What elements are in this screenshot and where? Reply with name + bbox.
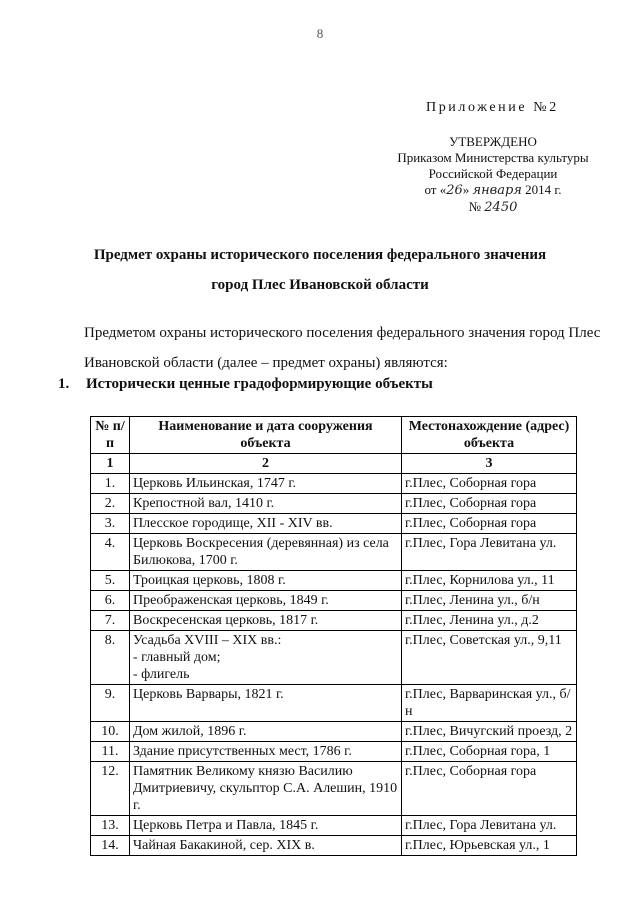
object-name: Памятник Великому князю Василию Дмитриевичу, скульптор С.А. Алешин, 1910 г. [130, 762, 402, 816]
date-prefix: от « [424, 182, 447, 197]
table-header-row [91, 417, 577, 454]
appendix-label: Приложение №2 [426, 100, 559, 115]
column-number-2: 2 [130, 454, 402, 474]
object-address: г.Плес, Ленина ул., б/н [402, 591, 577, 611]
column-number-row [91, 454, 577, 474]
approval-block [378, 134, 608, 216]
page-number: 8 [316, 26, 324, 41]
table-row [91, 836, 577, 856]
header-address: Местонахождение (адрес) объекта [402, 417, 577, 454]
approved-stamp-text: УТВЕРЖДЕНО [449, 134, 537, 149]
object-address: г.Плес, Корнилова ул., 11 [402, 571, 577, 591]
object-name: Церковь Варвары, 1821 г. [130, 685, 402, 722]
object-address: г.Плес, Соборная гора [402, 514, 577, 534]
row-number: 11. [91, 742, 130, 762]
object-address: г.Плес, Ленина ул., д.2 [402, 611, 577, 631]
object-address: г.Плес, Соборная гора [402, 762, 577, 816]
row-number: 14. [91, 836, 130, 856]
object-name: Преображенская церковь, 1849 г. [130, 591, 402, 611]
table-row [91, 685, 577, 722]
header-name: Наименование и дата сооружения объекта [130, 417, 402, 454]
approval-date-line [378, 182, 608, 199]
table-row [91, 722, 577, 742]
row-number: 13. [91, 816, 130, 836]
column-number-3: 3 [402, 454, 577, 474]
row-number: 4. [91, 534, 130, 571]
object-address: г.Плес, Гора Левитана ул. [402, 534, 577, 571]
object-name: Церковь Петра и Павла, 1845 г. [130, 816, 402, 836]
row-number: 1. [91, 474, 130, 494]
table-row [91, 631, 577, 685]
object-name: Воскресенская церковь, 1817 г. [130, 611, 402, 631]
object-address: г.Плес, Вичугский проезд, 2 [402, 722, 577, 742]
row-number: 10. [91, 722, 130, 742]
table-row [91, 611, 577, 631]
intro-paragraph: Предметом охраны исторического поселения федерального значения город Плес Ивановской области (далее – предмет охраны) являются: [84, 325, 601, 371]
table-row [91, 591, 577, 611]
object-address: г.Плес, Юрьевская ул., 1 [402, 836, 577, 856]
row-number: 12. [91, 762, 130, 816]
approval-number-line [378, 199, 608, 216]
row-number: 9. [91, 685, 130, 722]
number-prefix: № [468, 199, 482, 214]
object-name: Чайная Бакакиной, сер. XIX в. [130, 836, 402, 856]
column-number-1: 1 [91, 454, 130, 474]
date-year: 2014 г. [525, 182, 562, 197]
object-name: Троицкая церковь, 1808 г. [130, 571, 402, 591]
table-row [91, 571, 577, 591]
handwritten-day: 26 [446, 183, 463, 198]
document-title [0, 240, 640, 300]
object-name: Дом жилой, 1896 г. [130, 722, 402, 742]
object-name: Плесское городище, XII - XIV вв. [130, 514, 402, 534]
table-row [91, 494, 577, 514]
handwritten-month: января [472, 183, 522, 198]
object-name: Усадьба XVIII – XIX вв.: - главный дом; - флигель [130, 631, 402, 685]
table-row [91, 742, 577, 762]
approval-order-line: Приказом Министерства культуры [397, 150, 589, 165]
approval-ministry-line: Российской Федерации [428, 166, 558, 181]
object-name: Здание присутственных мест, 1786 г. [130, 742, 402, 762]
objects-table [90, 416, 577, 856]
object-name: Церковь Ильинская, 1747 г. [130, 474, 402, 494]
object-name: Крепостной вал, 1410 г. [130, 494, 402, 514]
table-row [91, 816, 577, 836]
section-heading [58, 376, 433, 393]
object-address: г.Плес, Соборная гора [402, 474, 577, 494]
object-address: г.Плес, Соборная гора [402, 494, 577, 514]
table-row [91, 474, 577, 494]
row-number: 8. [91, 631, 130, 685]
row-number: 6. [91, 591, 130, 611]
table-row [91, 514, 577, 534]
object-address: г.Плес, Варваринская ул., б/н [402, 685, 577, 722]
row-number: 7. [91, 611, 130, 631]
section-number: 1. [58, 376, 70, 392]
object-address: г.Плес, Гора Левитана ул. [402, 816, 577, 836]
object-address: г.Плес, Советская ул., 9,11 [402, 631, 577, 685]
section-title: Исторически ценные градоформирующие объекты [86, 376, 433, 392]
title-line-2: город Плес Ивановской области [211, 277, 429, 293]
object-name: Церковь Воскресения (деревянная) из села Билюкова, 1700 г. [130, 534, 402, 571]
row-number: 2. [91, 494, 130, 514]
date-quote-close: » [462, 182, 470, 197]
table-row [91, 762, 577, 816]
object-address: г.Плес, Соборная гора, 1 [402, 742, 577, 762]
row-number: 3. [91, 514, 130, 534]
title-line-1: Предмет охраны исторического поселения федерального значения [93, 247, 547, 263]
header-number: № п/п [91, 417, 130, 454]
handwritten-number: 2450 [484, 200, 518, 215]
row-number: 5. [91, 571, 130, 591]
table-row [91, 534, 577, 571]
